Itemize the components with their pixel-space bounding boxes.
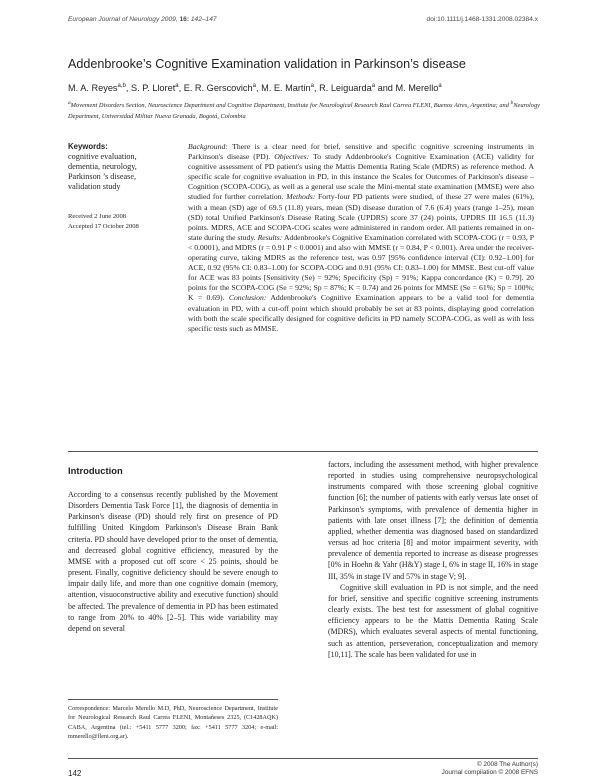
- affil-b-text: Neurology Department, Universidad Militar Nueva Granada, Bogotá, Colombia: [68, 102, 540, 121]
- author-affiliation-marker: a: [252, 83, 256, 89]
- footer-divider: [68, 758, 538, 759]
- section-heading-introduction: Introduction: [68, 465, 123, 476]
- affiliations: [68, 98, 540, 122]
- accepted-date: Accepted 17 October 2008: [68, 223, 139, 230]
- intro-paragraph-2: factors, including the assessment method, with higher prevalence reported in studies using comprehensive neuropsychological instruments compared with those screening global cognitive function [6]; the number of patients with early versus late onset of Parkinson's symptoms, with prevalence of dementia higher in patients with late onset illness [7]; the definition of dementia applied, whether dementia was diagnosed based on standardized versus ad hoc criteria [8] and motor impairment severity, with prevalence of dementia reported to increase as disease progresses [0% in Hoehn & Yahr (H&Y) stage I, 6% in stage II, 16% in stage III, 35% in stage IV and 57% in stage V; 9].: [328, 460, 538, 581]
- affil-a-marker: a: [68, 100, 71, 106]
- affil-a-text: Movement Disorders Section, Neuroscience Department and Cognitive Department, Institute for Neurological Research Raul Carrea FLENI, Buenos Aires, Argentina; and: [70, 102, 511, 110]
- abstract-objectives-label: Objectives:: [274, 152, 310, 162]
- copyright-line-1: © 2008 The Author(s): [476, 761, 538, 768]
- abstract-objectives: To study Addenbrooke's Cognitive Examination (ACE) validity for cognitive assessment of PD patient's using the Mattis Dementia Rating Scale (MDRS) as reference method. A specific scale for cognitive evaluation in PD, in this instance the Scales for Outcomes of Parkinson's disease – Cognition (SCOPA-COG), as well as a general use scale the Mini-mental state examination (MMSE) were also studied for further correlation.: [188, 152, 534, 202]
- abstract: [188, 142, 534, 334]
- abstract-results-label: Results:: [257, 232, 283, 242]
- author-name: S. P. Lloret: [130, 83, 176, 94]
- author-list: M. A. Reyes$^{a,b}$, S. P. Lloret$^a$, E. R. Gerscovich$^a$, M. E. Martin$^a$, R. Leiguarda$^a$ and M. Merello$^a$: [68, 83, 442, 94]
- journal-name: European Journal of Neurology: [68, 16, 160, 23]
- keywords-block: [68, 142, 168, 192]
- affil-b-marker: b: [510, 100, 514, 106]
- abstract-conclusion: Addenbrooke's Cognitive Examination appears to be a valid tool for dementia evaluation in PD, with a cut-off point which should probably be set at 83 points, displaying good correlation with both the scale specifically designed for cognitive deficits in PD namely SCOPA-COG, as well as with less specific tests such as MMSE.: [188, 293, 534, 333]
- author-name: M. Merello: [395, 83, 439, 94]
- author-affiliation-marker: a: [310, 83, 314, 89]
- abstract-divider: [68, 451, 538, 452]
- article-dates: [68, 212, 173, 232]
- journal-citation: [68, 16, 217, 23]
- author-affiliation-marker: a: [371, 83, 376, 89]
- abstract-results: Addenbrooke's Cognitive Examination correlated with SCOPA-COG (r = 0.93, P < 0.0001), and MDRS (r = 0.91 P < 0.0001) and also with MMSE (r = 0.84, P < 0.001). Area under the receiver-operating curve, taking MDRS as the reference test, was 0.97 [95% confidence interval (CI): 0.92–1.00] for ACE, 0.92 (95% CI: 0.83–1.00) for SCOPA-COG and 0.91 (95% CI: 0.83–1.00) for MMSE. Best cut-off value for ACE was 83 points [Sensitivity (Se) = 92%; Specificity (Sp) = 91%; Kappa concordance (K) = 0.79]. 20 points for the SCOPA-COG (Se = 92%; Sp = 87%; K = 0.74) and 26 points for MMSE (Se = 61%; Sp = 100%; K = 0.69).: [188, 232, 534, 303]
- author-affiliation-marker: a: [438, 83, 442, 89]
- keywords-heading: Keywords:: [68, 142, 108, 151]
- abstract-methods-label: Methods:: [286, 192, 316, 202]
- author-name: R. Leiguarda: [319, 83, 372, 94]
- journal-year: 2009,: [161, 16, 178, 23]
- body-column-right: [328, 459, 538, 660]
- article-title: Addenbrooke’s Cognitive Examination validation in Parkinson’s disease: [68, 57, 466, 71]
- journal-pages: 142–147: [190, 16, 217, 23]
- doi-link[interactable]: doi:10.1111/j.1468-1331.2008.02384.x: [426, 16, 538, 23]
- abstract-conclusion-label: Conclusion:: [228, 293, 267, 303]
- running-header: [68, 16, 538, 28]
- journal-volume: 16:: [179, 16, 190, 23]
- intro-paragraph-1: According to a consensus recently published by the Movement Disorders Dementia Task Force [1], the diagnosis of dementia in Parkinson's disease (PD) should rely first on presence of PD fulfilling United Kingdom Parkinson's Disease Brain Bank criteria. PD should have developed prior to the onset of dementia, and decreased global cognitive efficiency, measured by the MMSE with a proposed cut off score < 25 points, should be present. Finally, cognitive deficiency should be severe enough to impair daily life, and more than one cognitive domain (memory, attention, visuoconstructive ability and executive function) should be affected. The prevalence of dementia in PD has been estimated to range from 20% to 40% [2–5]. This wide variability may depend on several: [68, 490, 278, 633]
- author-name: E. R. Gerscovich: [183, 83, 253, 94]
- page-number: 142: [68, 769, 82, 778]
- intro-paragraph-3: Cognitive skill evaluation in PD is not simple, and the need for brief, sensitive and specific cognitive screening instruments clearly exists. The best test for assessment of global cognitive efficiency appears to be the Mattis Dementia Rating Scale (MDRS), which evaluates several aspects of mental functioning, such as attention, perseveration, conceptualization and memory [10,11]. The scale has been validated for use in: [328, 582, 538, 659]
- received-date: Received 2 June 2008: [68, 213, 127, 220]
- abstract-background-label: Background:: [188, 142, 228, 151]
- footnote-divider: [68, 699, 278, 700]
- author-name: M. E. Martin: [261, 83, 311, 94]
- copyright-notice: [442, 761, 538, 778]
- body-column-left: [68, 489, 278, 634]
- copyright-line-2: Journal compilation © 2008 EFNS: [441, 769, 538, 777]
- abstract-background: There is a clear need for brief, sensitive and specific cognitive screening instruments in Parkinson's disease (PD).: [188, 142, 534, 162]
- keywords-text: cognitive evaluation, dementia, neurology, Parkinson ’s disease, validation study: [68, 152, 137, 191]
- abstract-methods: Forty-four PD patients were studied, of these 27 were males (61%), with a mean (SD) age of 69.5 (11.8) years, mean (SD) disease duration of 7.6 (6.4) years (range 1–25), mean (SD) total Unified Parkinson's Disease Rating Scale (UPDRS) score 37 (24) points, UPDRS III 16.5 (11.3) points. MDRS, ACE and SCOPA-COG scales were administered in random order. All patients remained in on-state during the study.: [188, 192, 535, 242]
- correspondence-footnote: Correspondence: Marcelo Merello M.D, PhD, Neuroscience Department, Institute for Neurological Research Raul Carrea FLENI, Montañeses 2325, (C1428AQK) CABA, Argentina (tel.: +5411 5777 3200; fax: +5411 5777 3204; e-mail: mmerello@fleni.org.ar).: [68, 705, 278, 740]
- author-affiliation-marker: a,b: [117, 83, 126, 89]
- author-affiliation-marker: a: [175, 83, 179, 89]
- author-name: M. A. Reyes: [68, 83, 118, 94]
